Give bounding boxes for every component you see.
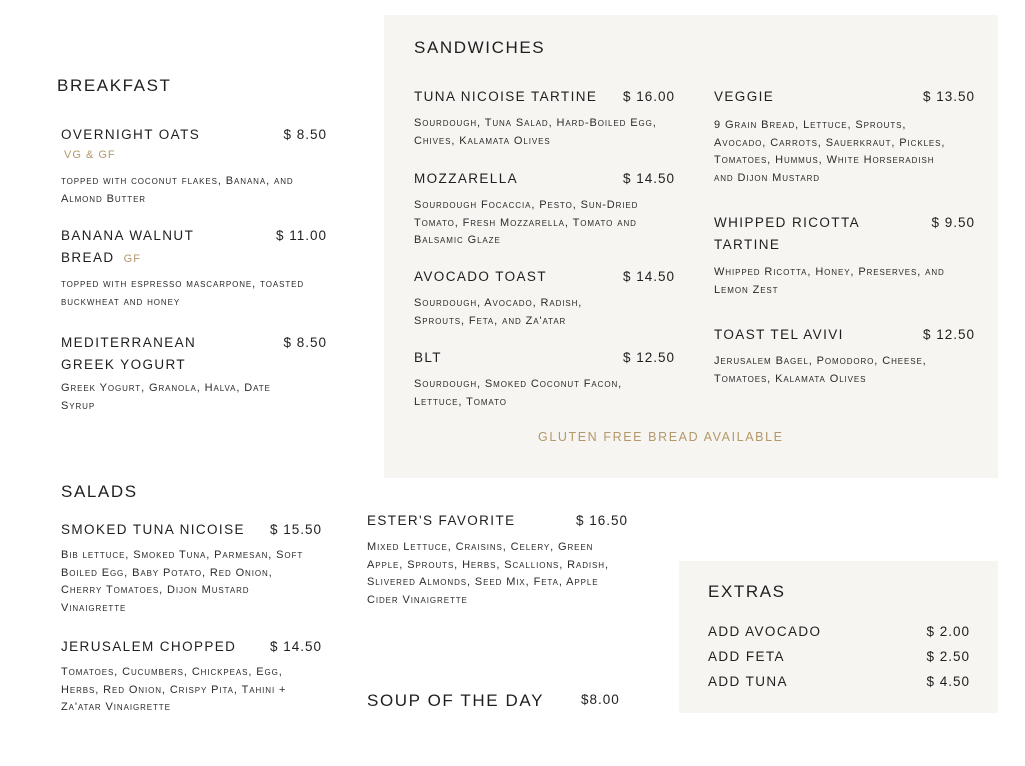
- extras-title: EXTRAS: [708, 582, 786, 601]
- dietary-tag: VG & GF: [64, 149, 116, 161]
- item-name: BANANA WALNUT BREAD GF: [61, 228, 195, 265]
- item-description: topped with espresso mascarpone, toasted buckwheat and honey: [61, 278, 305, 308]
- item-price: $ 15.50: [269, 522, 322, 537]
- soup-title: SOUP OF THE DAY: [367, 691, 545, 710]
- item-price: $ 14.50: [622, 269, 675, 284]
- item-name: JERUSALEM CHOPPED: [61, 639, 237, 654]
- item-price: $ 14.50: [269, 639, 322, 654]
- dietary-tag: GF: [123, 253, 141, 265]
- item-price: $ 16.00: [622, 89, 675, 104]
- extra-item-name: ADD AVOCADO: [708, 624, 822, 639]
- item-description: Sourdough Focaccia, Pesto, Sun-Dried Tomato, Fresh Mozzarella, Tomato and Balsamic Glaze: [414, 199, 639, 246]
- item-description: 9 Grain Bread, Lettuce, Sprouts, Avocado, Carrots, Sauerkraut, Pickles, Tomatoes, Hummus, White Horseradish and Dijon Mustard: [714, 119, 946, 184]
- item-name: VEGGIE: [714, 89, 775, 104]
- item-price: $ 11.00: [275, 228, 327, 243]
- item-description: Sourdough, Avocado, Radish, Sprouts, Feta, and Za'atar: [414, 297, 583, 327]
- item-name: ESTER'S FAVORITE: [367, 513, 516, 528]
- item-name: TUNA NICOISE TARTINE: [414, 89, 598, 104]
- item-description: Whipped Ricotta, Honey, Preserves, and Lemon Zest: [714, 266, 945, 296]
- item-description: Jerusalem Bagel, Pomodoro, Cheese, Tomatoes, Kalamata Olives: [714, 355, 927, 385]
- item-name: AVOCADO TOAST: [414, 269, 547, 284]
- item-name: BLT: [414, 350, 442, 365]
- extra-item-name: ADD FETA: [708, 649, 785, 664]
- soup-price: $8.00: [581, 692, 620, 707]
- item-price: $ 9.50: [931, 215, 975, 230]
- item-name: OVERNIGHT OATS: [61, 127, 201, 142]
- item-description: Sourdough, Smoked Coconut Facon, Lettuce, Tomato: [414, 378, 623, 408]
- item-price: $ 12.50: [922, 327, 975, 342]
- item-description: Sourdough, Tuna Salad, Hard-Boiled Egg, Chives, Kalamata Olives: [414, 117, 657, 147]
- item-description: Greek Yogurt, Granola, Halva, Date Syrup: [61, 382, 271, 412]
- extra-item-name: ADD TUNA: [708, 674, 788, 689]
- item-price: $ 12.50: [622, 350, 675, 365]
- item-description: Tomatoes, Cucumbers, Chickpeas, Egg, Herbs, Red Onion, Crispy Pita, Tahini + Za'atar Vinaigrette: [61, 666, 287, 713]
- extra-item-price: $ 2.50: [926, 649, 970, 664]
- gluten-free-note: GLUTEN FREE BREAD AVAILABLE: [538, 430, 784, 444]
- item-price: $ 16.50: [575, 513, 628, 528]
- item-price: $ 13.50: [922, 89, 975, 104]
- salads-title: SALADS: [61, 482, 138, 501]
- item-name: SMOKED TUNA NICOISE: [61, 522, 245, 537]
- item-price: $ 8.50: [283, 335, 327, 350]
- sandwiches-title: SANDWICHES: [414, 38, 546, 57]
- item-price: $ 8.50: [283, 127, 327, 142]
- item-price: $ 14.50: [622, 171, 675, 186]
- item-description: topped with coconut flakes, Banana, and Almond Butter: [61, 175, 294, 205]
- breakfast-title: BREAKFAST: [57, 76, 172, 95]
- item-name: MEDITERRANEAN GREEK YOGURT: [61, 335, 197, 372]
- item-name: WHIPPED RICOTTA TARTINE: [714, 215, 860, 252]
- item-name: MOZZARELLA: [414, 171, 519, 186]
- item-description: Bib lettuce, Smoked Tuna, Parmesan, Soft Boiled Egg, Baby Potato, Red Onion, Cherry Tomatoes, Dijon Mustard Vinaigrette: [61, 549, 304, 614]
- item-name: TOAST TEL AVIVI: [714, 327, 844, 342]
- item-description: Mixed Lettuce, Craisins, Celery, Green Apple, Sprouts, Herbs, Scallions, Radish, Slivered Almonds, Seed Mix, Feta, Apple Cider Vinaigrette: [367, 541, 609, 606]
- extra-item-price: $ 2.00: [926, 624, 970, 639]
- extra-item-price: $ 4.50: [926, 674, 970, 689]
